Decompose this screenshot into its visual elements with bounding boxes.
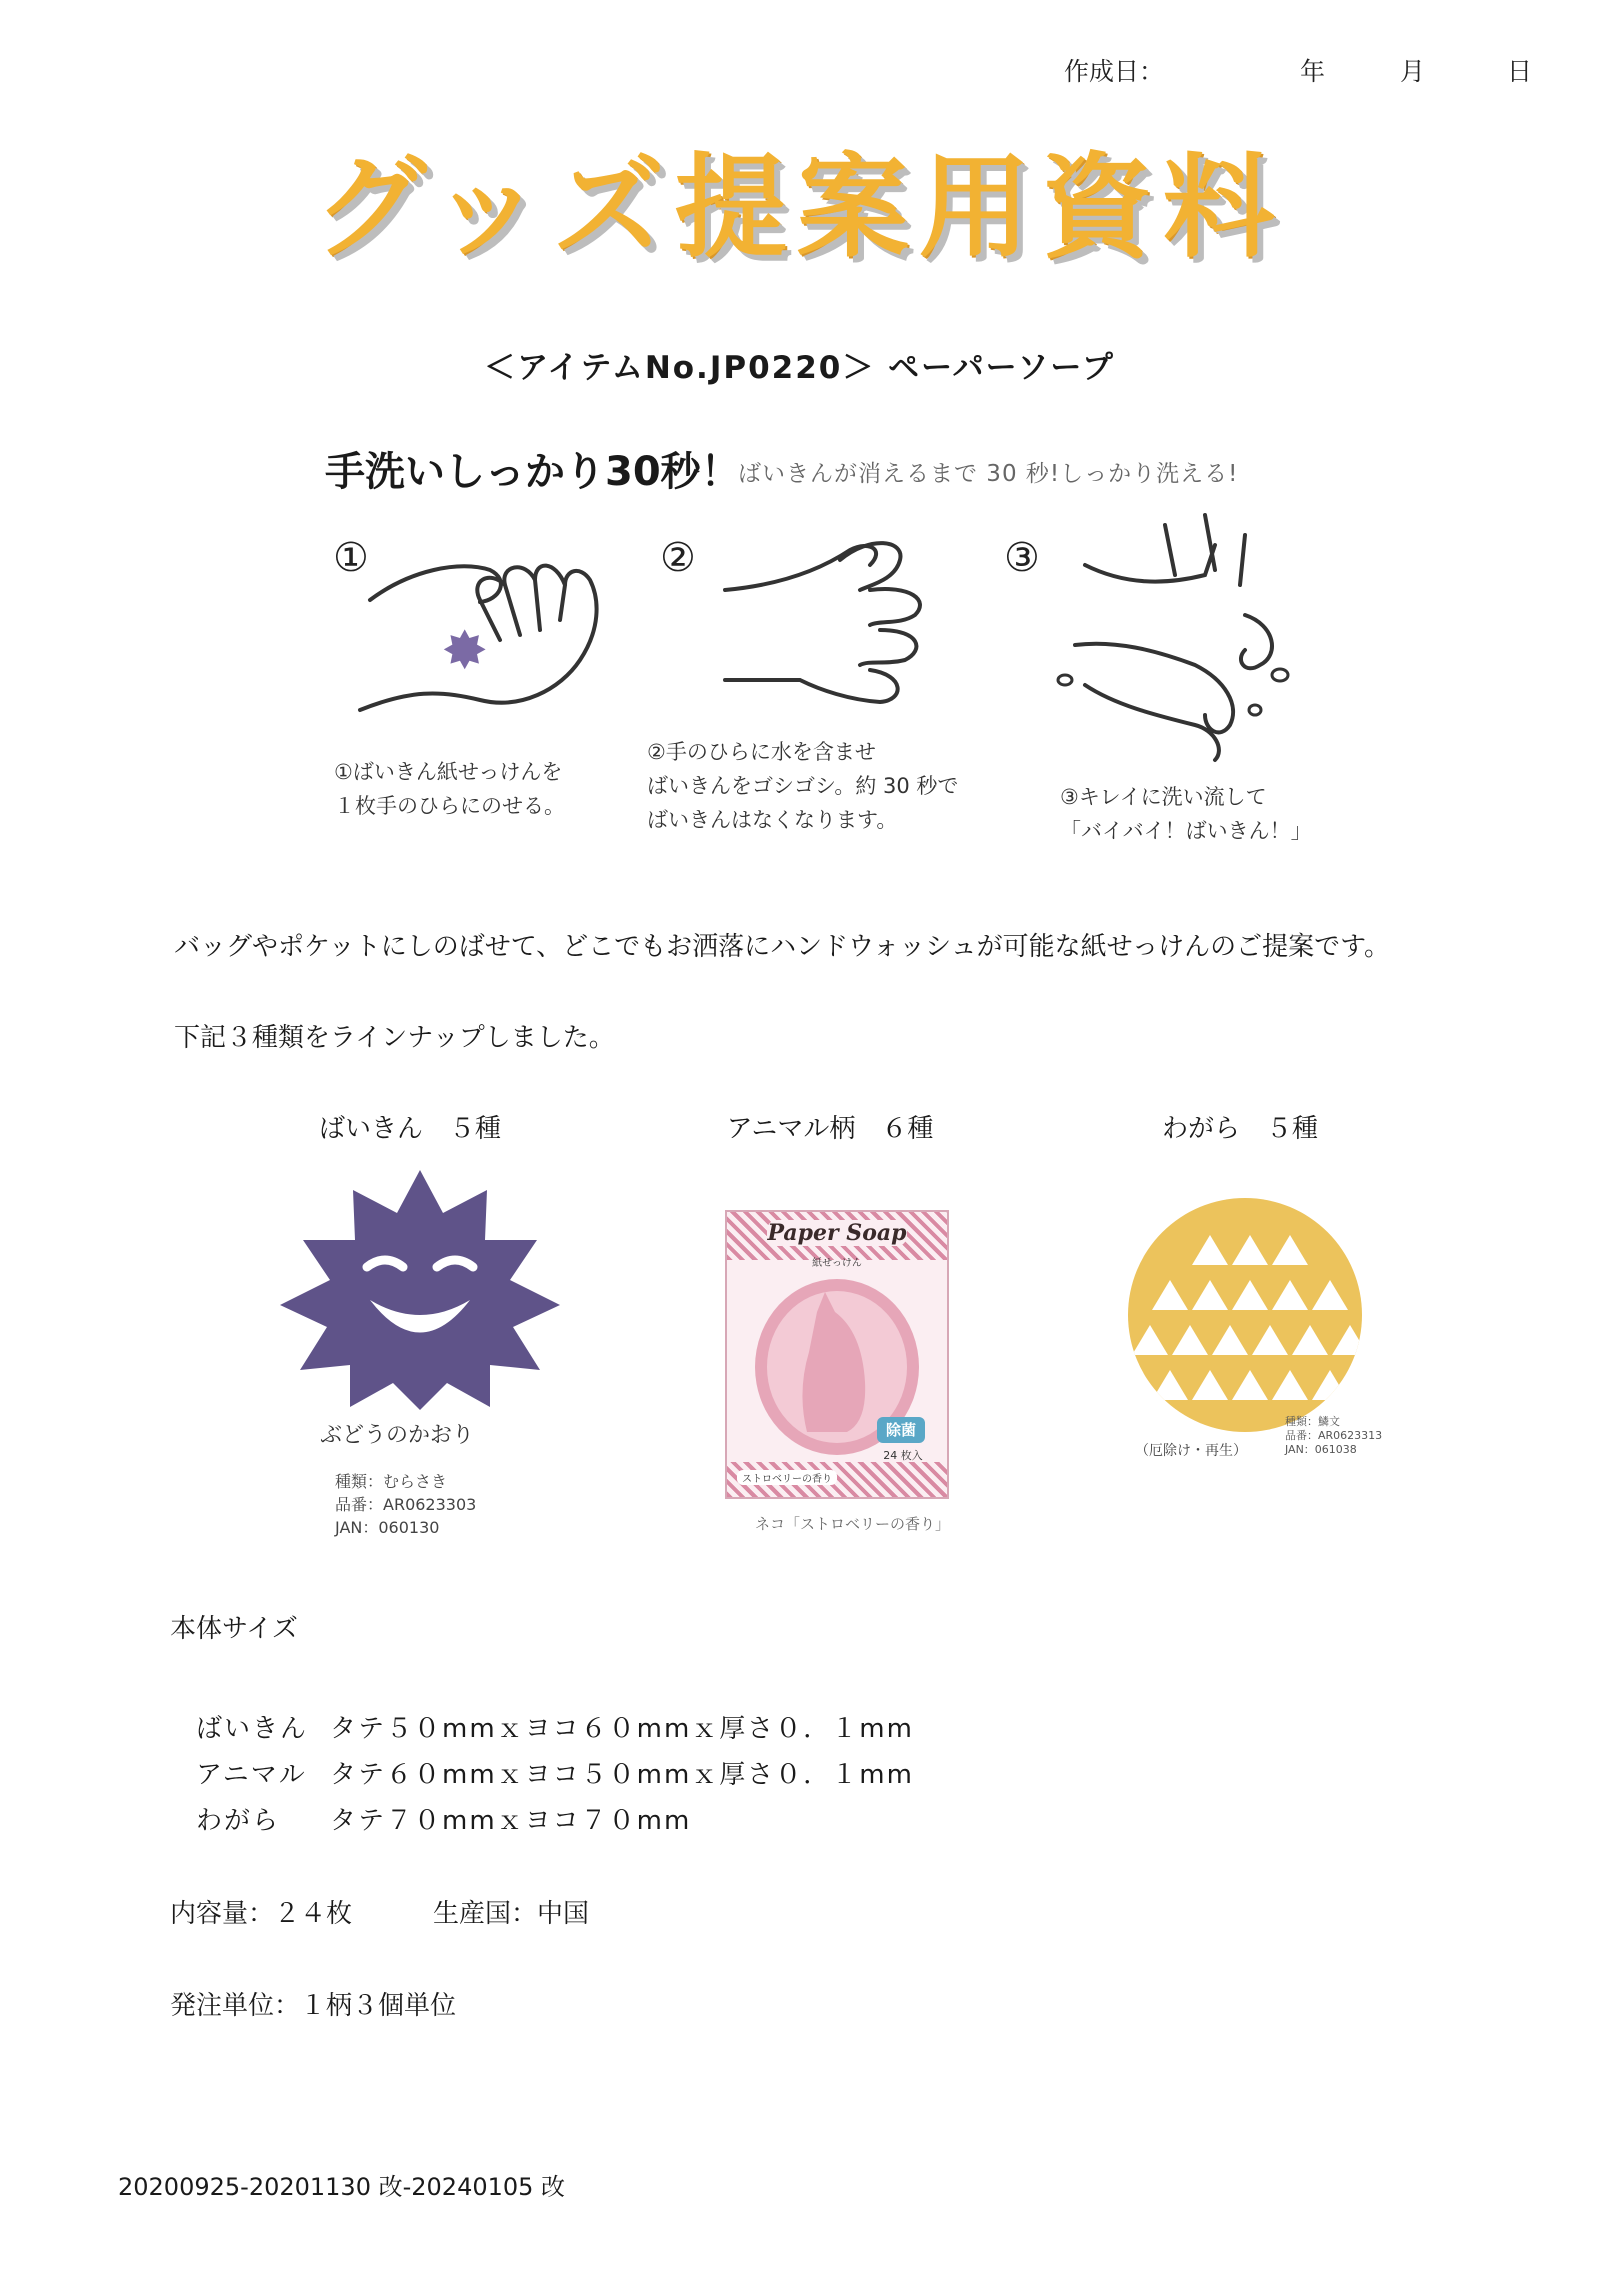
- size-row-dims: タテ６０mmｘヨコ５０mmｘ厚さ０．１mm: [330, 1760, 914, 1790]
- size-row-dims: タテ７０mmｘヨコ７０mm: [330, 1806, 692, 1836]
- variant-animal-label: アニマル柄 ６種: [726, 1114, 934, 1144]
- germ-details: 種類：むらさき 品番：AR0623303 JAN：060130: [335, 1472, 477, 1537]
- package-title: Paper Soap: [767, 1220, 907, 1246]
- animal-caption: ネコ「ストロベリーの香り」: [755, 1515, 951, 1533]
- size-row-name: ばいきん: [196, 1714, 309, 1744]
- order-unit: 発注単位：１柄３個単位: [170, 1991, 457, 2021]
- package-count: 24 枚入: [883, 1449, 923, 1462]
- package-strip: ストロベリーの香り: [737, 1470, 837, 1485]
- rinsing-hands-illustration: [1055, 515, 1305, 765]
- size-row-name: わがら: [196, 1806, 281, 1836]
- size-row-dims: タテ５０mmｘヨコ６０mmｘ厚さ０．１mm: [330, 1714, 914, 1744]
- day-label: 日: [1507, 57, 1533, 86]
- year-label: 年: [1300, 57, 1326, 86]
- wagara-caption: （厄除け・再生）: [1135, 1443, 1247, 1459]
- package-subtitle: 紙せっけん: [812, 1258, 862, 1269]
- step-2-number: ②: [660, 535, 696, 581]
- lineup-intro: 下記３種類をラインナップしました。: [174, 1023, 615, 1053]
- quantity: 内容量：２４枚: [170, 1899, 353, 1929]
- step-3-text: ③キレイに洗い流して 「バイバイ！ばいきん！」: [1060, 785, 1312, 843]
- step-1-text: ①ばいきん紙せっけんを １枚手のひらにのせる。: [334, 760, 565, 818]
- wagara-soap-image: [1125, 1195, 1365, 1435]
- variant-wagara-label: わがら ５種: [1161, 1114, 1318, 1144]
- step-3-number: ③: [1004, 535, 1040, 581]
- step-1-number: ①: [333, 535, 369, 581]
- germ-soap-image: [275, 1165, 565, 1410]
- wagara-details: 種類：鱗文 品番：AR0623313 JAN：061038: [1285, 1415, 1383, 1456]
- revision-footer: 20200925-20201130 改-20240105 改: [118, 2173, 566, 2201]
- package-badge: 除菌: [877, 1417, 925, 1443]
- origin: 生産国：中国: [433, 1899, 590, 1929]
- item-title: ＜アイテムNo.JP0220＞ ペーパーソープ: [484, 350, 1115, 386]
- product-description: バッグやポケットにしのばせて、どこでもお洒落にハンドウォッシュが可能な紙せっけんのご提案です。: [174, 932, 1391, 962]
- created-date-label: 作成日：: [1064, 57, 1165, 86]
- step-2-text: ②手のひらに水を含ませ ばいきんをゴシゴシ。約 30 秒で ばいきんはなくなります。: [647, 740, 959, 832]
- size-row-name: アニマル: [196, 1760, 307, 1790]
- month-label: 月: [1400, 57, 1426, 86]
- document-title: グッズ提案用資料: [314, 143, 1285, 273]
- scrubbing-hands-illustration: [720, 530, 950, 710]
- size-heading: 本体サイズ: [170, 1614, 298, 1644]
- germ-caption: ぶどうのかおり: [320, 1423, 475, 1448]
- animal-soap-package: [725, 1210, 949, 1499]
- handwash-title: 手洗いしっかり30秒！: [325, 449, 741, 495]
- handwash-subtitle: ばいきんが消えるまで 30 秒!しっかり洗える!: [738, 461, 1239, 487]
- hand-with-germ-illustration: [350, 540, 610, 720]
- variant-germ-label: ばいきん ５種: [318, 1114, 501, 1144]
